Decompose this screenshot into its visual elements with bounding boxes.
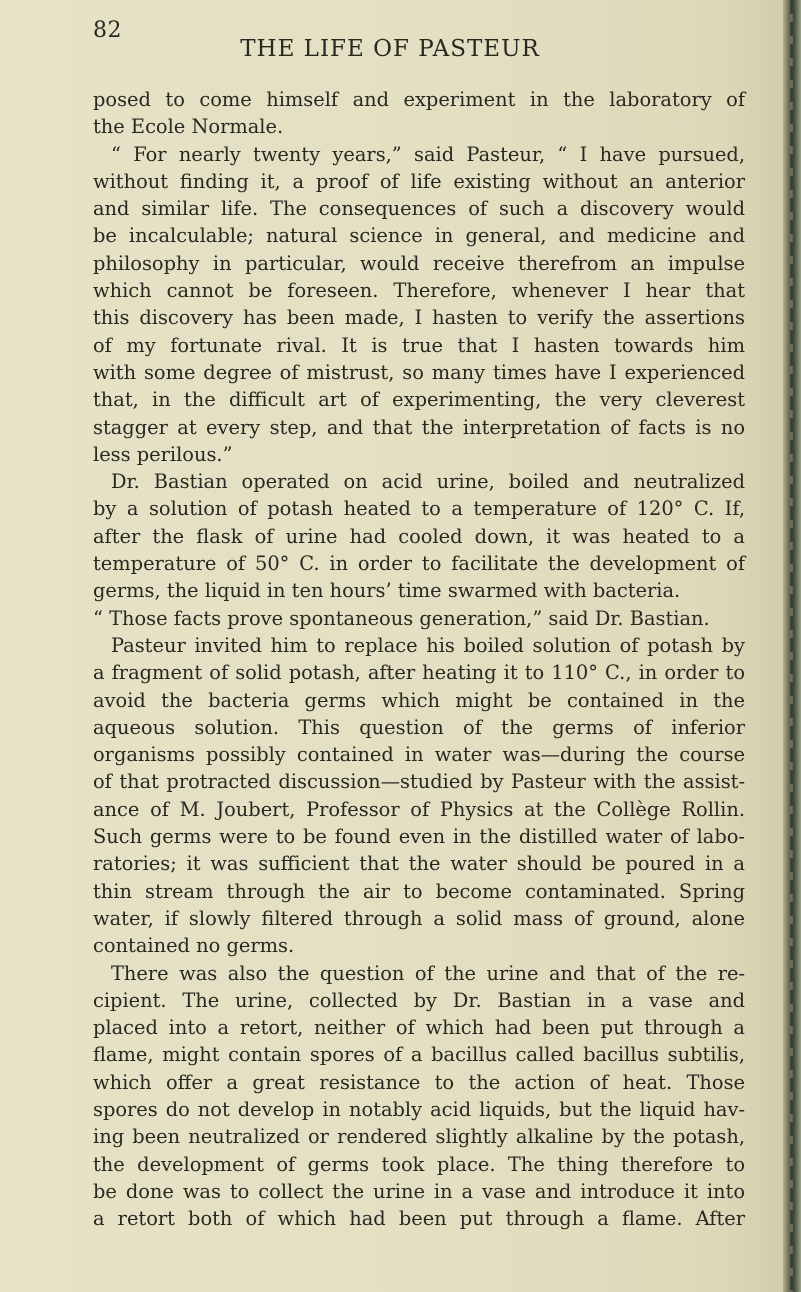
text-line: thin stream through the air to become contaminated. Spring: [93, 879, 745, 903]
text-line: which offer a great resistance to the action of heat. Those: [93, 1070, 745, 1094]
text-line: germs, the liquid in ten hours’ time swarmed with bacteria.: [93, 579, 681, 603]
text-line: “ For nearly twenty years,” said Pasteur, “ I have pursued,: [111, 142, 745, 166]
text-line: placed into a retort, neither of which had been put through a: [93, 1016, 745, 1040]
text-line: be incalculable; natural science in general, and medicine and: [93, 224, 745, 248]
text-line: Dr. Bastian operated on acid urine, boiled and neutralized: [111, 470, 745, 494]
text-line: philosophy in particular, would receive therefrom an impulse: [93, 251, 745, 275]
text-line: stagger at every step, and that the interpretation of facts is no: [93, 415, 745, 439]
body-text: [93, 86, 745, 1232]
page-number: 82: [93, 18, 122, 43]
text-line: Pasteur invited him to replace his boiled solution of potash by: [111, 633, 745, 657]
text-line: ance of M. Joubert, Professor of Physics at the Collège Rollin.: [93, 797, 745, 821]
text-line: of that protracted discussion—studied by Pasteur with the assist-: [93, 770, 745, 794]
text-line: aqueous solution. This question of the germs of inferior: [93, 715, 745, 739]
text-line: of my fortunate rival. It is true that I hasten towards him: [93, 333, 745, 357]
text-line: a retort both of which had been put through a flame. After: [93, 1207, 745, 1231]
text-line: organisms possibly contained in water was—during the course: [93, 743, 745, 767]
text-line: that, in the difficult art of experimenting, the very cleverest: [93, 388, 745, 412]
text-line: which cannot be foreseen. Therefore, whenever I hear that: [93, 279, 745, 303]
text-line: the Ecole Normale.: [93, 115, 284, 139]
text-line: water, if slowly filtered through a solid mass of ground, alone: [93, 906, 745, 930]
running-title: THE LIFE OF PASTEUR: [240, 36, 540, 62]
text-line: and similar life. The consequences of such a discovery would: [93, 197, 745, 221]
text-line: avoid the bacteria germs which might be contained in the: [93, 688, 745, 712]
text-line: after the flask of urine had cooled down, it was heated to a: [93, 524, 745, 548]
text-line: by a solution of potash heated to a temperature of 120° C. If,: [93, 497, 745, 521]
text-line: temperature of 50° C. in order to facilitate the development of: [93, 552, 745, 576]
text-line: There was also the question of the urine and that of the re-: [111, 961, 745, 985]
text-line: posed to come himself and experiment in the laboratory of: [93, 88, 745, 111]
text-line: a fragment of solid potash, after heating it to 110° C., in order to: [93, 661, 745, 685]
text-line: the development of germs took place. The thing therefore to: [93, 1152, 745, 1176]
text-line: this discovery has been made, I hasten to verify the assertions: [93, 306, 745, 330]
text-line: contained no germs.: [93, 934, 295, 958]
text-line: flame, might contain spores of a bacillus called bacillus subtilis,: [93, 1043, 745, 1067]
text-line: be done was to collect the urine in a vase and introduce it into: [93, 1179, 745, 1203]
text-line: “ Those facts prove spontaneous generation,” said Dr. Bastian.: [93, 606, 710, 630]
text-line: less perilous.”: [93, 442, 233, 466]
text-line: without finding it, a proof of life existing without an anterior: [93, 169, 745, 193]
text-line: Such germs were to be found even in the distilled water of labo-: [93, 825, 745, 849]
text-line: with some degree of mistrust, so many times have I experienced: [93, 360, 745, 384]
text-line: cipient. The urine, collected by Dr. Bastian in a vase and: [93, 988, 745, 1012]
page-binding-edge: [783, 0, 801, 1292]
text-line: ing been neutralized or rendered slightly alkaline by the potash,: [93, 1125, 745, 1149]
text-line: ratories; it was sufficient that the water should be poured in a: [93, 852, 745, 876]
text-line: spores do not develop in notably acid liquids, but the liquid hav-: [93, 1097, 745, 1121]
